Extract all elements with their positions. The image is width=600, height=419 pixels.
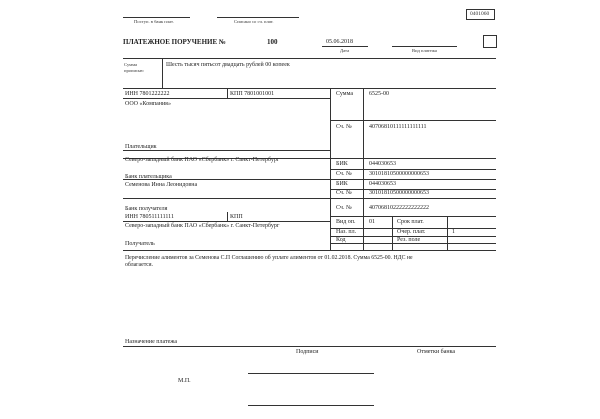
bank-marks-label: Отметки банка <box>417 349 456 355</box>
value-divider-2 <box>363 158 364 198</box>
op-top-line <box>330 216 496 217</box>
payer-kpp: КПП 7801001001 <box>230 91 275 97</box>
received-date-line <box>123 17 190 18</box>
grid-line-3 <box>123 179 496 180</box>
bik-1-line <box>330 169 496 170</box>
grid-line-1 <box>123 88 496 89</box>
payee-kpp: КПП <box>230 214 243 220</box>
payment-type-label: Вид платежа <box>412 48 437 53</box>
payee-name: Северо-западный банк ПАО «Сбербанк» г. Санкт-Петербург <box>125 223 280 229</box>
inn-kpp-divider <box>227 88 228 98</box>
amount-words-top-line <box>123 58 496 59</box>
stamp-label: М.П. <box>178 378 191 384</box>
payer-bank-account-label: Сч. № <box>336 171 352 177</box>
amount-words-label-2: прописью <box>124 68 144 73</box>
received-label: Поступ. в банк плат. <box>134 19 174 24</box>
payment-type-line <box>392 46 457 47</box>
form-number: 100 <box>267 38 278 46</box>
value-divider-1 <box>363 88 364 158</box>
op-type-label: Вид оп. <box>336 219 356 225</box>
op-divider-right <box>447 216 448 250</box>
payer-label: Плательщик <box>125 144 157 150</box>
payee-bank-account-value: 30101810500000000653 <box>369 190 429 196</box>
purpose-label: Назначение платежа <box>125 339 178 345</box>
amount-words-value: Шесть тысяч пятьсот двадцать рублей 00 копеек <box>166 62 290 68</box>
payer-account-value: 40706810111111111111 <box>369 124 427 130</box>
grid-line-5 <box>123 250 496 251</box>
purpose-line-1: Перечисление алиментов за Семенова С.П Соглашению об уплате алиментов от 01.02.2018. Сумма 6525-00. НДС не <box>125 255 413 261</box>
op-res-label: Рез. поле <box>397 237 421 243</box>
payee-bank-bik-value: 044030653 <box>369 181 396 187</box>
payer-name: ООО «Компания» <box>125 101 171 107</box>
op-order-value: 1 <box>452 229 455 235</box>
payer-bank-account-value: 30101810500000000653 <box>369 171 429 177</box>
payee-inn-kpp-divider <box>227 212 228 221</box>
payee-bank-account-label: Сч. № <box>336 190 352 196</box>
grid-line-inn <box>123 98 330 99</box>
op-divider-mid <box>392 216 393 250</box>
payer-inn: ИНН 7801222222 <box>125 91 170 97</box>
payer-sum-value: 6525-00 <box>369 91 389 97</box>
debited-label: Списано со сч. плат. <box>234 19 274 24</box>
sum-bottom-line <box>330 120 496 121</box>
purpose-line-2: облагается. <box>125 262 153 268</box>
form-title: ПЛАТЕЖНОЕ ПОРУЧЕНИЕ № <box>123 38 226 46</box>
payer-bank-name: Северо-западный банк ПАО «Сбербанк» г. Санкт-Петербург <box>125 157 280 163</box>
debited-date-line <box>217 17 299 18</box>
payer-account-label: Сч. № <box>336 124 352 130</box>
form-code: 0401060 <box>470 11 490 17</box>
op-purpose-label: Наз. пл. <box>336 229 357 235</box>
grid-line-4 <box>123 198 496 199</box>
op-term-label: Срок плат. <box>397 219 424 225</box>
payee-account-label: Сч. № <box>336 205 352 211</box>
signature-line-2 <box>248 405 374 406</box>
amount-words-divider <box>162 58 163 88</box>
payee-account-value: 40706810222222222222 <box>369 205 429 211</box>
payer-sum-label: Сумма <box>336 91 353 97</box>
payee-inn: ИНН 780511111111 <box>125 214 174 220</box>
amount-words-label-1: Сумма <box>124 62 138 67</box>
middle-divider-1 <box>330 88 331 158</box>
purpose-bottom-line <box>123 346 496 347</box>
op-code-label: Код <box>336 237 346 243</box>
payment-type-box <box>483 35 497 48</box>
date-label: Дата <box>340 48 350 53</box>
payee-bank-name: Семенова Инна Леонидовна <box>125 182 198 188</box>
payee-bank-label: Банк получателя <box>125 206 168 212</box>
payee-label: Получатель <box>125 241 155 247</box>
grid-line-payee-inn <box>123 221 330 222</box>
signature-line-1 <box>248 373 374 374</box>
payer-bank-bik-label: БИК <box>336 161 348 167</box>
payer-bank-label: Банк плательщика <box>125 174 172 180</box>
middle-divider-2 <box>330 158 331 198</box>
payer-bank-bik-value: 044030653 <box>369 161 396 167</box>
form-date: 05.06.2018 <box>326 39 353 45</box>
date-line <box>322 46 368 47</box>
op-order-label: Очер. плат. <box>397 229 426 235</box>
signatures-label: Подписи <box>296 349 319 355</box>
payee-bank-bik-label: БИК <box>336 181 348 187</box>
op-type-value: 01 <box>369 219 375 225</box>
